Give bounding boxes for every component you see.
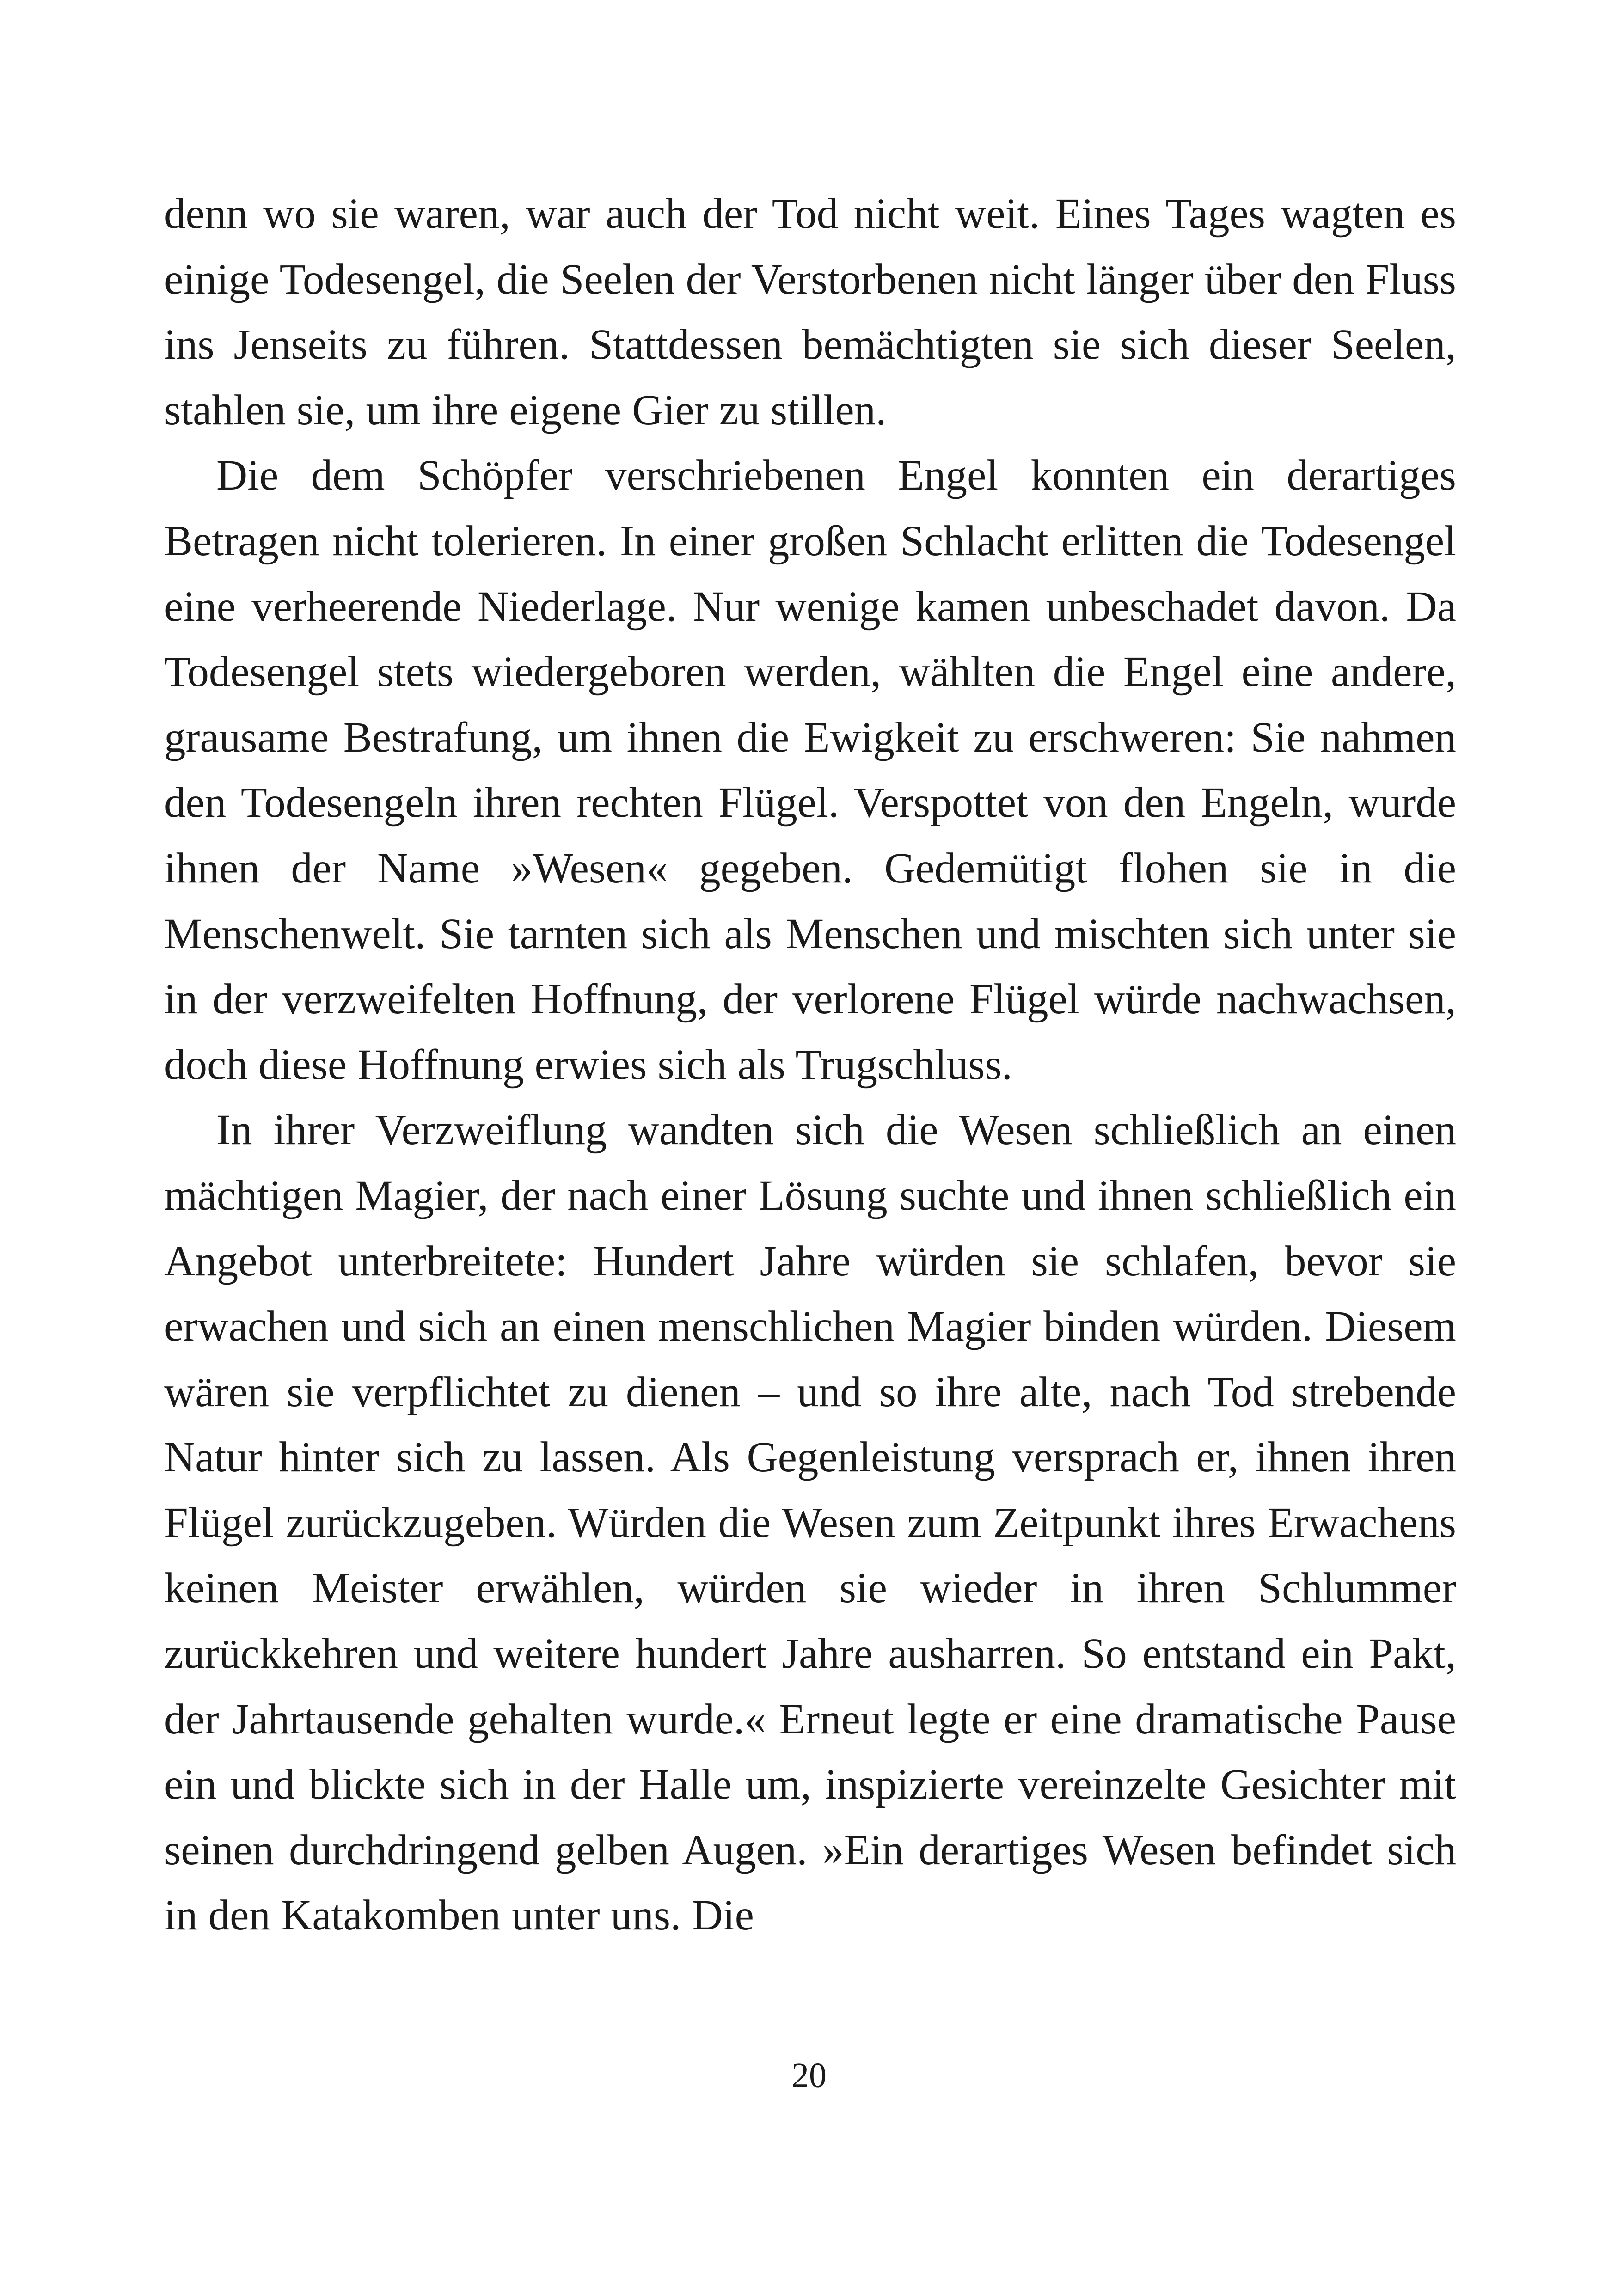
paragraph-1: denn wo sie waren, war auch der Tod nicht weit. Eines Tages wagten es einige Todesengel, die Seelen der Verstorbenen nicht länger über den Fluss ins Jenseits zu führen. Stattdessen bemächtigten sie sich dieser Seelen, stahlen sie, um ihre eigene Gier zu stillen. — [164, 190, 1456, 434]
page-number: 20 — [791, 2056, 827, 2095]
paragraph-2: Die dem Schöpfer verschriebenen Engel konnten ein derartiges Betragen nicht tolerieren. In einer großen Schlacht erlitten die Todesengel eine verheerende Niederlage. Nur wenige kamen unbeschadet davon. Da Todesengel stets wiedergeboren werden, wählten die Engel eine andere, grausame Bestrafung, um ihnen die Ewigkeit zu erschweren: Sie nahmen den Todesengeln ihren rechten Flügel. Verspottet von den Engeln, wurde ihnen der Name »Wesen« gegeben. Gedemütigt flohen sie in die Menschenwelt. Sie tarnten sich als Menschen und mischten sich unter sie in der verzweifelten Hoffnung, der verlorene Flügel würde nachwachsen, doch diese Hoffnung erwies sich als Trugschluss. — [164, 452, 1456, 1089]
paragraph-3: In ihrer Verzweiflung wandten sich die Wesen schließlich an einen mächtigen Magier, der nach einer Lösung suchte und ihnen schließlich ein Angebot unterbreitete: Hundert Jahre würden sie schlafen, bevor sie erwachen und sich an einen menschlichen Magier binden würden. Diesem wären sie verpflichtet zu dienen – und so ihre alte, nach Tod strebende Natur hinter sich zu lassen. Als Gegenleistung versprach er, ihnen ihren Flügel zurückzugeben. Würden die Wesen zum Zeitpunkt ihres Erwachens keinen Meister erwählen, würden sie wieder in ihren Schlummer zurückkehren und weitere hundert Jahre ausharren. So entstand ein Pakt, der Jahrtausende gehalten wurde.« Erneut legte er eine dramatische Pause ein und blickte sich in der Halle um, inspizierte vereinzelte Gesichter mit seinen durchdringend gelben Augen. »Ein derartiges Wesen befindet sich in den Katakomben unter uns. Die — [164, 1106, 1456, 1940]
body-text — [164, 181, 1456, 1948]
